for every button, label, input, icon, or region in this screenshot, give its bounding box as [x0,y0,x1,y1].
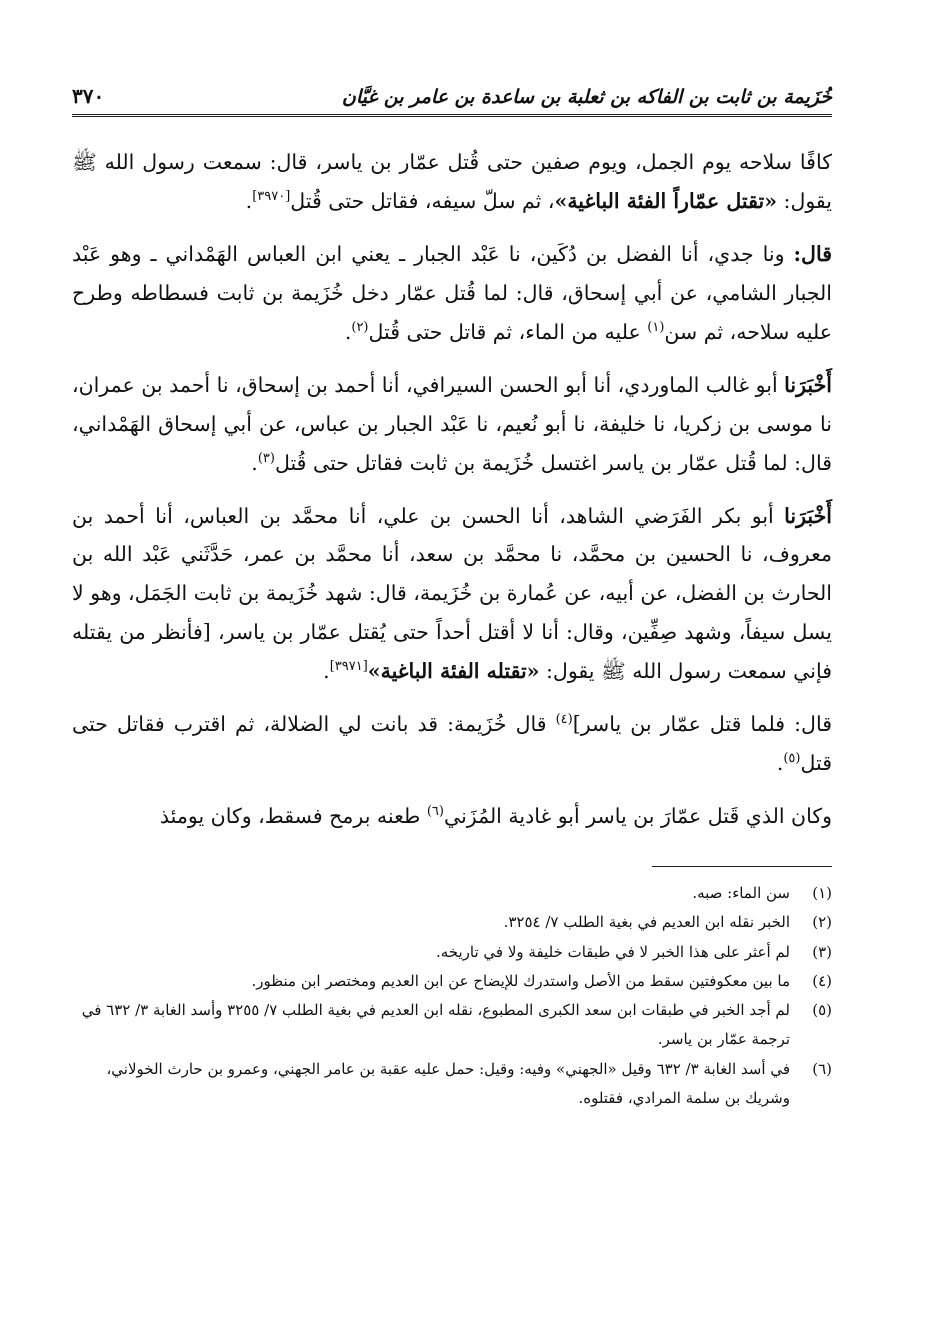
sentence-end: . [776,751,784,776]
sentence-end: . [251,450,258,475]
sentence-end: . [344,319,352,344]
paragraph-1 [72,143,832,221]
hadith-reference: [٣٩٧٠] [252,189,291,205]
footnote-marker[interactable]: (٥) [783,751,801,767]
paragraph-text: قال: فلما قتل عمّار بن ياسر] [572,712,832,737]
footnote-number: (٦) [812,1059,832,1078]
hadith-quote: «تقتل عمّاراً الفئة الباغية» [554,188,778,213]
paragraph-text: أبو غالب الماوردي، أنا أبو الحسن السيرافي، أنا أحمد بن إسحاق، نا أحمد بن عمران، نا موسى بن زكريا، نا خليفة، نا أبو نُعيم، نا عَبْد الجبار بن عباس، عن أبي إسحاق الهَمْداني، قال: لما قُتل عمّار بن ياسر اغتسل خُزَيمة بن ثابت فقاتل حتى قُتل [72,372,832,475]
footnote-text: ما بين معكوفتين سقط من الأصل واستدرك للإيضاح عن ابن العديم ومختصر ابن منظور. [251,971,790,990]
footnote-number: (٤) [812,971,832,990]
footnote-marker[interactable]: (٣) [257,450,275,466]
footnote-number: (٣) [812,942,832,961]
paragraph-lead: قال: [793,241,832,266]
page-number: ٣٧٠ [72,84,105,108]
footnote-item [72,1055,832,1114]
footnote-item [72,996,832,1055]
footnote-item [72,908,832,937]
paragraph-lead: أَخْبَرَنا [784,503,832,528]
paragraph-2 [72,235,832,352]
paragraph-text: أبو بكر الفَرَضي الشاهد، أنا الحسن بن علي، أنا محمَّد بن العباس، أنا أحمد بن معروف، نا الحسين بن محمَّد، نا محمَّد بن سعد، أنا محمَّد بن عمر، حَدَّثَني عَبْد الله بن الحارث بن الفضل، عن أبيه، عن عُمارة بن خُزَيمة، قال: شهد خُزَيمة بن ثابت الجَمَل، وهو لا يسل سيفاً، وشهد صِفِّين، وقال: أنا لا أقتل أحداً حتى يُقتل عمّار بن ياسر، [فأنظر من يقتله فإني سمعت رسول الله ﷺ يقول: [72,503,832,684]
paragraph-text: ونا جدي، أنا الفضل بن دُكَين، نا عَبْد الجبار ـ يعني ابن العباس الهَمْداني ـ وهو عَبْد الجبار الشامي، عن أبي إسحاق، قال: لما قُتل عمّار دخل خُزَيمة بن ثابت فسطاطه وطرح عليه سلاحه، ثم سن [72,241,832,344]
paragraph-text: قال خُزَيمة: قد بانت لي الضلالة، ثم اقترب فقاتل حتى قتل [72,712,832,776]
footnote-marker[interactable]: (١) [647,319,665,335]
header-title: خُزَيمة بن ثابت بن الفاكه بن ثعلبة بن ساعدة بن عامر بن غيَّان [341,86,832,108]
footnote-marker[interactable]: (٢) [351,319,369,335]
footnote-marker[interactable]: (٤) [555,712,573,728]
footnote-number: (٥) [812,1001,832,1019]
paragraph-lead: أَخْبَرَنا [784,372,832,397]
paragraph-text: كافًا سلاحه يوم الجمل، ويوم صفين حتى قُتل عمّار بن ياسر، قال: سمعت رسول الله ﷺ يقول: [72,150,832,213]
footnote-text: الخبر نقله ابن العديم في بغية الطلب ٧/ ٣٢٥٤. [503,913,790,932]
footnote-item [72,938,832,967]
hadith-reference: [٣٩٧١] [329,659,368,675]
running-header [72,62,832,117]
paragraph-text: ، ثم سلّ سيفه، فقاتل حتى قُتل [290,188,555,213]
footnote-text: لم أجد الخبر في طبقات ابن سعد الكبرى المطبوع، نقله ابن العديم في بغية الطلب ٧/ ٣٢٥٥ وأسد الغابة ٣/ ٦٣٢ في ترجمة عمّار بن ياسر. [81,1001,790,1049]
paragraph-text: وكان الذي قَتل عمّارَ بن ياسر أبو غادية المُزَني [443,804,832,829]
paragraph-text: طعنه برمح فسقط، وكان يومئذ [159,804,427,829]
footnote-text: لم أعثر على هذا الخبر لا في طبقات خليفة ولا في تاريخه. [435,942,790,961]
paragraph-text: عليه من الماء، ثم قاتل حتى قُتل [368,319,648,344]
paragraph-6 [72,797,832,836]
paragraph-3 [72,366,832,483]
footnote-number: (٢) [812,913,832,932]
footnote-divider [652,866,832,867]
footnote-text: في أسد الغابة ٣/ ٦٣٢ وقيل «الجهني» وفيه: وقيل: حمل عليه عقبة بن عامر الجهني، وعمرو بن حارث الخولاني، وشريك بن سلمة المرادي، فقتلوه. [106,1059,790,1107]
sentence-end: . [323,659,330,684]
footnote-item [72,879,832,908]
paragraph-4 [72,497,832,692]
hadith-quote: «تقتله الفئة الباغية» [367,659,540,684]
footnote-marker[interactable]: (٦) [426,804,444,820]
footnotes-section [72,879,832,1113]
sentence-end: . [245,188,253,213]
footnote-item [72,967,832,996]
paragraph-5 [72,705,832,783]
main-text [72,143,832,836]
footnote-number: (١) [812,884,832,902]
book-page [72,62,832,1302]
footnote-text: سن الماء: صبه. [692,884,790,902]
